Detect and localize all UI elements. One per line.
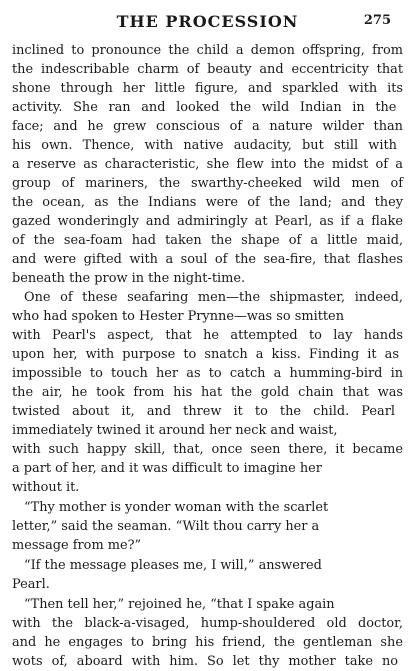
text-line: with the black-a-visaged, hump-shouldered old doctor, (12, 616, 403, 631)
text-line: wots of, aboard with him. So let thy mother take no (12, 654, 399, 669)
text-line: “Thy mother is yonder woman with the scarlet (24, 500, 329, 515)
text-line: immediately twined it around her neck and waist, (12, 423, 338, 438)
text-line: “Then tell her,” rejoined he, “that I spake again (24, 597, 335, 612)
text-line: upon her, with purpose to snatch a kiss. Finding it as (12, 347, 399, 362)
text-line: a reserve as characteristic, she flew into the midst of a (12, 157, 403, 172)
text-line: the ocean, as the Indians were of the land; and they (12, 195, 403, 210)
text-line: and were gifted with a soul of the sea-fire, that flashes (12, 252, 404, 267)
text-line: a part of her, and it was difficult to imagine her (12, 461, 322, 476)
text-line: shone through her little figure, and sparkled with its (12, 81, 404, 96)
text-line: face; and he grew conscious of a nature wilder than (12, 119, 403, 134)
text-line: message from me?” (12, 538, 142, 553)
page-number: 275 (363, 13, 391, 28)
text-line: and he engages to bring his friend, the gentleman she (12, 635, 403, 650)
text-line: gazed wonderingly and admiringly at Pearl, as if a flake (12, 214, 404, 229)
text-line: inclined to pronounce the child a demon offspring, from (12, 43, 403, 58)
running-head: THE PROCESSION (116, 12, 299, 31)
text-line: group of mariners, the swarthy-cheeked wild men of (12, 176, 404, 191)
text-line: with Pearl's aspect, that he attempted to lay hands (12, 328, 403, 343)
text-line: impossible to touch her as to catch a humming-bird in (12, 366, 404, 381)
text-line: Pearl. (12, 577, 50, 592)
text-line: One of these seafaring men—the shipmaster, indeed, (24, 290, 403, 305)
text-line: “If the message pleases me, I will,” answered (24, 558, 322, 573)
text-line: activity. She ran and looked the wild Indian in the (12, 100, 397, 115)
text-line: without it. (12, 480, 80, 495)
text-line: his own. Thence, with native audacity, but still with (12, 138, 397, 153)
text-line: who had spoken to Hester Prynne—was so smitten (12, 309, 344, 324)
text-line: of the sea-foam had taken the shape of a little maid, (12, 233, 404, 248)
text-line: letter,” said the seaman. “Wilt thou carry her a (12, 519, 320, 534)
text-line: with such happy skill, that, once seen there, it became (12, 442, 404, 457)
text-line: the air, he took from his hat the gold chain that was (12, 385, 404, 400)
text-line: twisted about it, and threw it to the child. Pearl (12, 404, 396, 419)
text-line: beneath the prow in the night-time. (12, 271, 246, 286)
text-line: the indescribable charm of beauty and eccentricity that (12, 62, 403, 77)
page-header (24, 12, 391, 32)
